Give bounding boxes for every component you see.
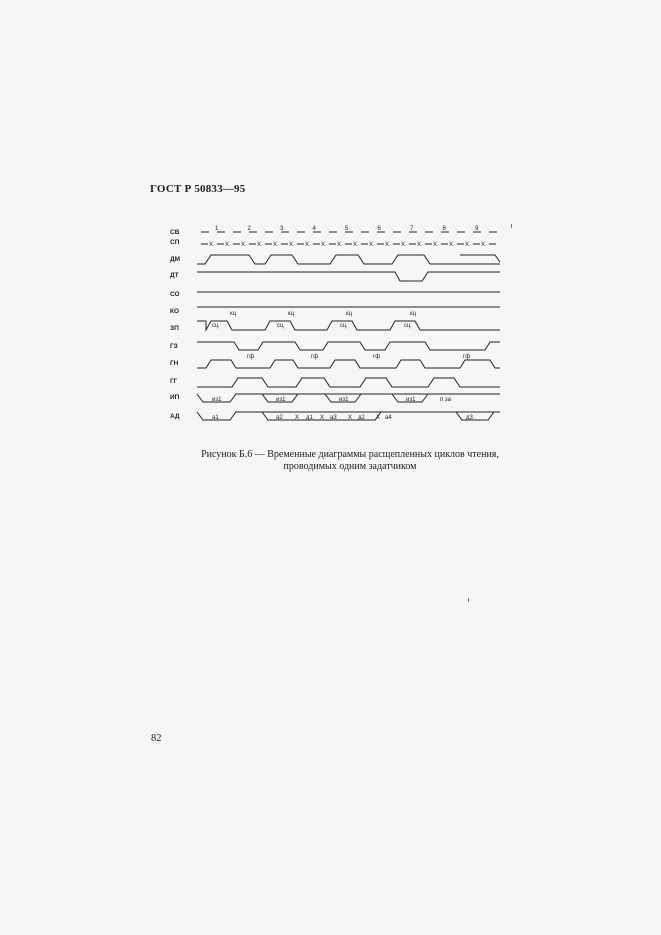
- signal-label-8: ГН: [170, 360, 179, 367]
- timing-diagram-svg: [170, 222, 510, 432]
- gn-mark: гф: [463, 354, 471, 360]
- sp-mark: Х: [273, 242, 278, 248]
- ad-mark: д2: [358, 415, 365, 421]
- ad-mark: Х: [348, 415, 353, 421]
- cycle-number: 6: [377, 226, 381, 232]
- signal-label-1: СП: [170, 239, 180, 246]
- zp-mark: сц: [277, 323, 284, 329]
- wave-zp: [197, 321, 500, 330]
- sp-mark: Х: [465, 242, 470, 248]
- sp-mark: Х: [321, 242, 326, 248]
- zp-mark: сц: [212, 323, 219, 329]
- signal-label-3: ДТ: [170, 272, 179, 279]
- ad-mark: а3: [330, 415, 337, 421]
- caption-line-2: проводимых одним задатчиком: [283, 461, 417, 472]
- gn-mark: гф: [247, 354, 255, 360]
- signal-label-5: КО: [170, 308, 180, 315]
- zp-mark: сц: [340, 323, 347, 329]
- signal-label-6: ЗП: [170, 325, 179, 332]
- scan-speck: [511, 224, 512, 228]
- wave-dt: [197, 272, 500, 281]
- ad-mark: а2: [276, 415, 283, 421]
- ip-mark: из1: [212, 397, 222, 403]
- wave-ip: [197, 394, 500, 402]
- sp-mark: Х: [481, 242, 486, 248]
- signal-labels: [170, 229, 180, 420]
- sp-mark: Х: [449, 242, 454, 248]
- wave-gg: [197, 378, 500, 387]
- sp-mark: Х: [305, 242, 310, 248]
- signal-label-4: СО: [170, 291, 180, 298]
- signal-label-9: ГГ: [170, 378, 178, 385]
- signal-label-10: ИП: [170, 394, 180, 401]
- ad-mark: а1: [212, 415, 219, 421]
- ip-mark: из1: [339, 397, 349, 403]
- ko-mark: кц: [410, 311, 417, 317]
- sp-mark: Х: [369, 242, 374, 248]
- gn-mark: гф: [311, 354, 319, 360]
- cycle-number: 2: [247, 226, 251, 232]
- cycle-number: 8: [442, 226, 446, 232]
- wave-dm: [197, 255, 500, 264]
- scan-speck: [468, 598, 469, 602]
- zp-mark: сц: [404, 323, 411, 329]
- gn-mark: гф: [373, 354, 381, 360]
- sp-mark: Х: [257, 242, 262, 248]
- wave-gz: [197, 342, 500, 350]
- ip-mark: из1: [276, 397, 286, 403]
- sp-mark: Х: [417, 242, 422, 248]
- sp-mark: Х: [353, 242, 358, 248]
- timing-diagram: [170, 222, 510, 432]
- signal-label-2: ДМ: [170, 256, 181, 263]
- sp-mark: Х: [401, 242, 406, 248]
- sp-mark: Х: [337, 242, 342, 248]
- sp-mark: Х: [289, 242, 294, 248]
- ad-mark: д1: [306, 415, 313, 421]
- cycle-number: 4: [312, 226, 316, 232]
- wave-gn: [197, 360, 500, 368]
- cycle-number: 1: [215, 226, 219, 232]
- cycle-number: 3: [280, 226, 284, 232]
- sp-mark: Х: [209, 242, 214, 248]
- ad-mark: Х: [320, 415, 325, 421]
- ad-mark: а4: [385, 415, 392, 421]
- ko-mark: кц: [346, 311, 353, 317]
- sp-mark: Х: [225, 242, 230, 248]
- signal-label-11: АД: [170, 413, 180, 420]
- page-number: 82: [151, 733, 162, 744]
- caption-line-1: Рисунок Б.6 — Временные диаграммы расщепленных циклов чтения,: [201, 449, 499, 460]
- ko-mark: кц: [288, 311, 295, 317]
- ad-mark: Х: [295, 415, 300, 421]
- cycle-number: 9: [475, 226, 479, 232]
- ad-mark: Х: [376, 415, 381, 421]
- cycle-number: 5: [345, 226, 349, 232]
- signal-label-0: СВ: [170, 229, 180, 236]
- ip-mark: п за: [440, 397, 452, 403]
- cycle-number: 7: [410, 226, 414, 232]
- ko-mark: кц: [230, 311, 237, 317]
- signal-label-7: ГЗ: [170, 343, 178, 350]
- ad-mark: д3: [466, 415, 473, 421]
- ip-mark: из1: [406, 397, 416, 403]
- sp-mark: Х: [385, 242, 390, 248]
- sp-mark: Х: [241, 242, 246, 248]
- figure-caption: [150, 449, 550, 473]
- waveforms: [197, 232, 500, 420]
- sp-mark: Х: [433, 242, 438, 248]
- document-header: ГОСТ Р 50833—95: [150, 183, 246, 195]
